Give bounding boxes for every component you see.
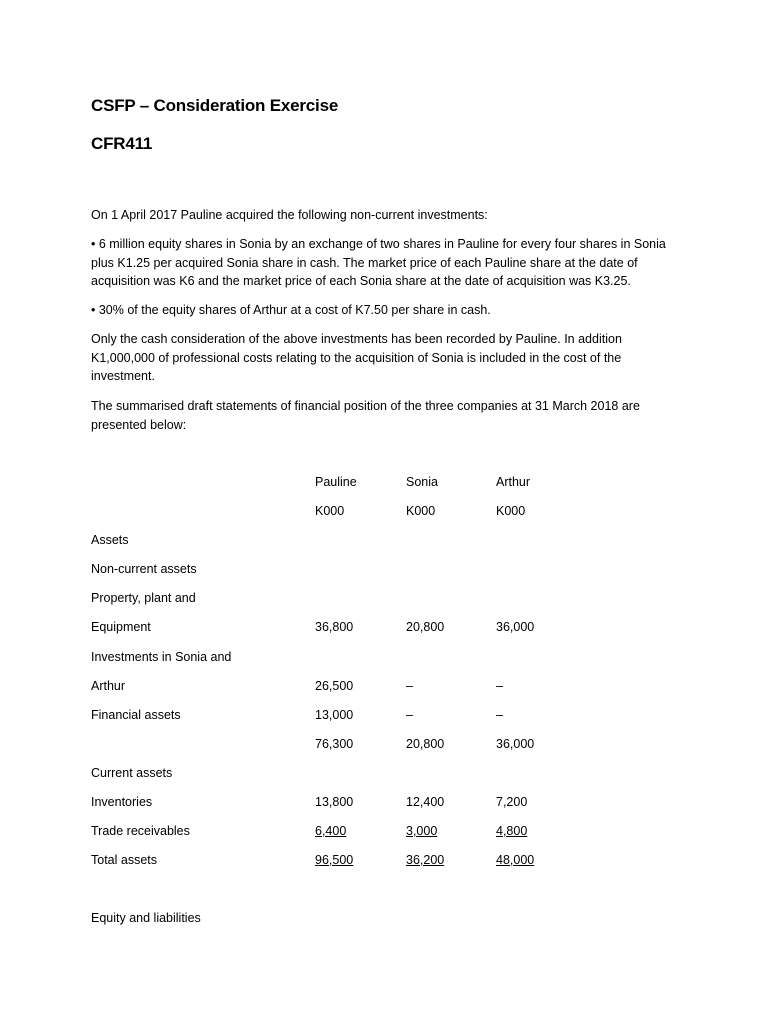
row-label: Current assets (91, 766, 173, 780)
value-arthur: – (496, 708, 503, 722)
column-header-arthur: Arthur (496, 475, 531, 489)
document-title: CSFP – Consideration Exercise (91, 96, 339, 115)
value-sonia: – (406, 679, 413, 693)
value-pauline: 26,500 (315, 679, 354, 693)
table-row-subtotal (91, 734, 651, 754)
table-row (91, 763, 651, 783)
table-row (91, 676, 651, 696)
row-label: Property, plant and (91, 591, 196, 605)
intro-paragraph: On 1 April 2017 Pauline acquired the following non-current investments: (91, 208, 488, 222)
course-code: CFR411 (91, 134, 153, 153)
unit-pauline: K000 (315, 504, 345, 518)
value-arthur: – (496, 679, 503, 693)
column-header-pauline: Pauline (315, 475, 357, 489)
value-pauline: 6,400 (315, 824, 347, 838)
row-label: Arthur (91, 679, 126, 693)
row-label: Equity and liabilities (91, 911, 201, 925)
table-row (91, 705, 651, 725)
table-row (91, 559, 651, 579)
table-row (91, 792, 651, 812)
value-pauline: 96,500 (315, 853, 354, 867)
arthur-bullet: • 30% of the equity shares of Arthur at a cost of K7.50 per share in cash. (91, 303, 491, 317)
table-row (91, 821, 651, 841)
value-pauline: 36,800 (315, 620, 354, 634)
value-sonia: 36,200 (406, 853, 445, 867)
summary-paragraph: The summarised draft statements of financial position of the three companies at 31 March 2018 are presented below: (91, 399, 640, 432)
value-sonia: – (406, 708, 413, 722)
table-row-total (91, 850, 651, 870)
column-header-sonia: Sonia (406, 475, 438, 489)
value-pauline: 13,800 (315, 795, 354, 809)
value-pauline: 76,300 (315, 737, 354, 751)
value-arthur: 36,000 (496, 737, 535, 751)
row-label: Financial assets (91, 708, 181, 722)
row-label: Investments in Sonia and (91, 650, 232, 664)
unit-arthur: K000 (496, 504, 526, 518)
row-label: Total assets (91, 853, 158, 867)
row-label: Non-current assets (91, 562, 197, 576)
value-arthur: 4,800 (496, 824, 528, 838)
row-label: Inventories (91, 795, 153, 809)
row-label: Assets (91, 533, 129, 547)
value-sonia: 3,000 (406, 824, 438, 838)
row-label: Equipment (91, 620, 151, 634)
value-pauline: 13,000 (315, 708, 354, 722)
table-units-row (91, 501, 651, 521)
table-header-row (91, 472, 651, 492)
unit-sonia: K000 (406, 504, 436, 518)
equity-liabilities-heading (91, 908, 651, 928)
sonia-bullet: • 6 million equity shares in Sonia by an exchange of two shares in Pauline for every four shares in Sonia plus K1.25 per acquired Sonia share in cash. The market price of each Pauline share at the date of acquisition was K6 and the market price of each Sonia share at the date of acquisition was K3.25. (91, 237, 666, 288)
value-arthur: 48,000 (496, 853, 535, 867)
value-arthur: 7,200 (496, 795, 528, 809)
cash-consideration-paragraph: Only the cash consideration of the above investments has been recorded by Pauline. In addition K1,000,000 of professional costs relating to the acquisition of Sonia is included in the cost of the investment. (91, 332, 622, 383)
value-sonia: 20,800 (406, 737, 445, 751)
row-label: Trade receivables (91, 824, 190, 838)
value-sonia: 20,800 (406, 620, 445, 634)
table-row (91, 588, 651, 608)
value-sonia: 12,400 (406, 795, 445, 809)
table-row (91, 530, 651, 550)
table-row (91, 617, 651, 637)
value-arthur: 36,000 (496, 620, 535, 634)
table-row (91, 647, 651, 667)
